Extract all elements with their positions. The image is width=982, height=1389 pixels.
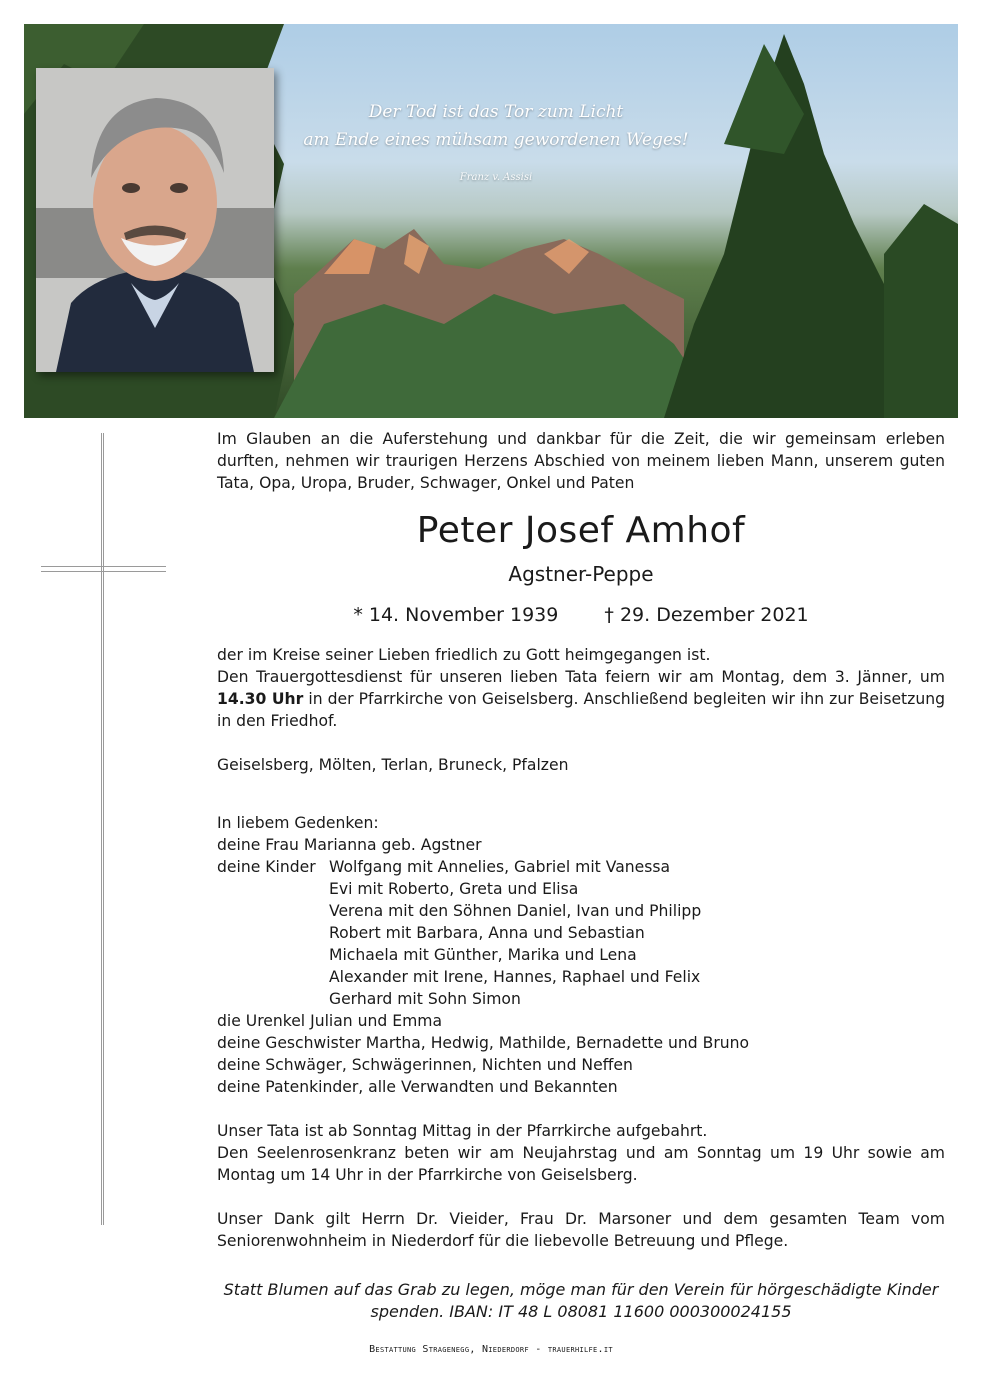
quote-line-2: am Ende eines mühsam gewordenen Weges! (303, 130, 689, 150)
memorial-cross-horizontal (41, 566, 166, 572)
memorial-cross-vertical (101, 433, 104, 1225)
donation-line-1: Statt Blumen auf das Grab zu legen, möge man für den Verein für hörgeschädigte Kinder (223, 1280, 939, 1299)
mourners-heading: In liebem Gedenken: (217, 814, 379, 832)
list-item: Robert mit Barbara, Anna und Sebastian (329, 924, 645, 942)
children-list (329, 856, 701, 1010)
deceased-name: Peter Josef Amhof (416, 510, 746, 551)
list-item: Alexander mit Irene, Hannes, Raphael und Felix (329, 968, 701, 986)
rosary-text: Den Seelenrosenkranz beten wir am Neujahrstag und am Sonntag um 19 Uhr sowie am Montag um 14 Uhr in der Pfarrkirche von Geiselsberg. (217, 1144, 945, 1184)
person-portrait-image (36, 68, 274, 372)
service-text-2: in der Pfarrkirche von Geiselsberg. Anschließend begleiten wir ihn zur Beisetzung in den Friedhof. (217, 690, 945, 730)
viewing-info (217, 1120, 945, 1186)
obituary-content (217, 428, 945, 1252)
list-item: Wolfgang mit Annelies, Gabriel mit Vanessa (329, 858, 671, 876)
quote-line-1: Der Tod ist das Tor zum Licht (368, 102, 624, 122)
memorial-quote (286, 98, 706, 183)
death-date: † 29. Dezember 2021 (604, 604, 809, 626)
intro-text: Im Glauben an die Auferstehung und dankbar für die Zeit, die wir gemeinsam erleben durften, nehmen wir traurigen Herzens Abschied von meinem lieben Mann, unserem guten Tata, Opa, Uropa, Bruder, Schwager, Onkel und Paten (217, 430, 945, 492)
life-dates (217, 602, 945, 628)
service-text-1: Den Trauergottesdienst für unseren lieben Tata feiern wir am Montag, dem 3. Jänner, um (217, 668, 945, 686)
portrait-photo (36, 68, 274, 372)
list-item: Gerhard mit Sohn Simon (329, 990, 521, 1008)
children-label: deine Kinder (217, 858, 316, 876)
mourner-wife: deine Frau Marianna geb. Agstner (217, 836, 482, 854)
death-statement: der im Kreise seiner Lieben friedlich zu Gott heimgegangen ist. (217, 646, 711, 664)
donation-line-2: spenden. IBAN: IT 48 L 08081 11600 000300024155 (370, 1302, 792, 1321)
mourners-list (217, 812, 945, 1098)
thanks-text: Unser Dank gilt Herrn Dr. Vieider, Frau Dr. Marsoner und dem gesamten Team vom Seniorenwohnheim in Niederdorf für die liebevolle Betreuung und Pflege. (217, 1210, 945, 1250)
list-item: Michaela mit Günther, Marika und Lena (329, 946, 637, 964)
places-list: Geiselsberg, Mölten, Terlan, Bruneck, Pfalzen (217, 756, 569, 774)
mourner-great-grandchildren: die Urenkel Julian und Emma (217, 1012, 443, 1030)
birth-date: * 14. November 1939 (353, 604, 559, 626)
mourner-in-laws: deine Schwäger, Schwägerinnen, Nichten und Neffen (217, 1056, 633, 1074)
deceased-nickname: Agstner-Peppe (508, 562, 654, 586)
funeral-home-footer: Bestattung Stragenegg, Niederdorf - trauerhilfe.it (369, 1344, 613, 1355)
list-item: Evi mit Roberto, Greta und Elisa (329, 880, 579, 898)
viewing-text: Unser Tata ist ab Sonntag Mittag in der Pfarrkirche aufgebahrt. (217, 1122, 708, 1140)
mourner-siblings: deine Geschwister Martha, Hedwig, Mathilde, Bernadette und Bruno (217, 1034, 750, 1052)
service-info (217, 666, 945, 732)
quote-author: Franz v. Assisi (459, 172, 533, 183)
service-time: 14.30 Uhr (217, 690, 304, 708)
mourner-godchildren: deine Patenkinder, alle Verwandten und Bekannten (217, 1078, 618, 1096)
list-item: Verena mit den Söhnen Daniel, Ivan und Philipp (329, 902, 702, 920)
children-block (217, 856, 945, 1010)
donation-note (216, 1279, 946, 1323)
